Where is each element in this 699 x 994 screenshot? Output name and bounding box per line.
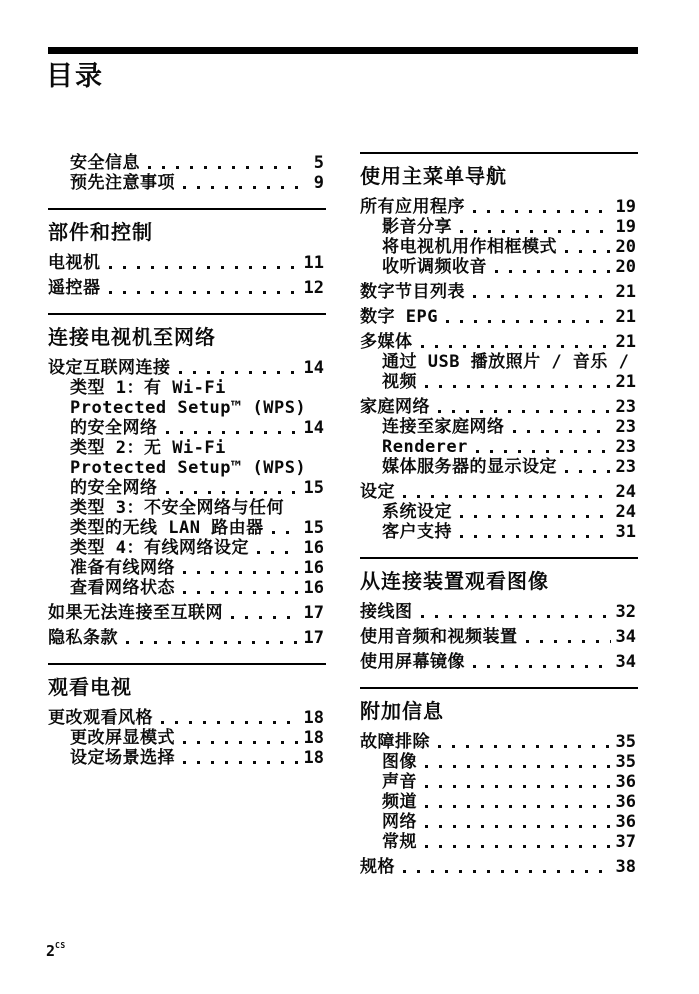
toc-entry-page: 18 <box>303 728 324 748</box>
toc-entry <box>48 558 326 578</box>
toc-entry-label: 遥控器 <box>48 278 101 298</box>
dot-leader <box>565 470 611 473</box>
toc-entry-line <box>360 397 638 417</box>
toc-entry <box>360 522 638 542</box>
toc-entry-line <box>360 627 638 647</box>
toc-entry <box>360 832 638 852</box>
dot-leader <box>403 870 611 873</box>
toc-entry-line <box>48 578 326 598</box>
toc-right-column <box>360 150 638 877</box>
toc-entry-label: 将电视机用作相框模式 <box>382 237 557 257</box>
toc-entry <box>48 578 326 598</box>
toc-entry-line <box>360 522 638 542</box>
dot-leader <box>183 186 299 189</box>
toc-entry <box>360 652 638 672</box>
dot-leader <box>476 450 611 453</box>
dot-leader <box>257 551 299 554</box>
toc-entry <box>360 307 638 327</box>
toc-entry-line <box>48 558 326 578</box>
toc-entry-line <box>360 307 638 327</box>
toc-entry-label: 隐私条款 <box>48 628 118 648</box>
dot-leader <box>438 745 611 748</box>
toc-entry <box>360 197 638 217</box>
toc-entry-label: 数字节目列表 <box>360 282 465 302</box>
dot-leader <box>272 531 299 534</box>
toc-section <box>48 153 326 193</box>
dot-leader <box>438 410 611 413</box>
toc-entry <box>360 332 638 352</box>
toc-entry-label: 如果无法连接至互联网 <box>48 603 223 623</box>
toc-section <box>48 208 326 298</box>
toc-entry <box>360 437 638 457</box>
section-divider <box>48 208 326 210</box>
toc-entry-line <box>360 732 638 752</box>
toc-entry-page: 36 <box>615 812 636 832</box>
toc-entry-label: 图像 <box>382 752 417 772</box>
dot-leader <box>421 345 612 348</box>
toc-entry-page: 31 <box>615 522 636 542</box>
toc-entry <box>48 538 326 558</box>
dot-leader <box>403 495 611 498</box>
section-divider <box>48 663 326 665</box>
dot-leader <box>446 320 611 323</box>
toc-entry-page: 37 <box>615 832 636 852</box>
toc-entry-page: 23 <box>615 397 636 417</box>
toc-entry-page: 16 <box>303 538 324 558</box>
toc-entry-label: 类型 2：无 Wi-Fi <box>70 438 226 458</box>
dot-leader <box>179 371 300 374</box>
dot-leader <box>183 741 299 744</box>
dot-leader <box>425 765 611 768</box>
toc-entry-label: 常规 <box>382 832 417 852</box>
toc-entry-page: 19 <box>615 217 636 237</box>
dot-leader <box>526 640 612 643</box>
toc-entry-page: 21 <box>615 282 636 302</box>
toc-entry-line <box>48 378 326 398</box>
toc-entry-line <box>48 278 326 298</box>
toc-entry-page: 17 <box>303 628 324 648</box>
toc-section <box>360 152 638 542</box>
dot-leader <box>460 515 611 518</box>
toc-entry-label: 预先注意事项 <box>70 173 175 193</box>
toc-entry <box>360 417 638 437</box>
dot-leader <box>425 805 611 808</box>
toc-entry <box>360 752 638 772</box>
toc-entry-line <box>360 282 638 302</box>
toc-entry-label: 准备有线网络 <box>70 558 175 578</box>
toc-entry-line <box>360 237 638 257</box>
toc-entry-page: 18 <box>303 708 324 728</box>
toc-entry-line <box>360 417 638 437</box>
toc-entry-page: 34 <box>615 627 636 647</box>
toc-entry-label: 的安全网络 <box>70 418 158 438</box>
toc-entry <box>48 278 326 298</box>
toc-entry-line <box>48 173 326 193</box>
section-divider <box>360 557 638 559</box>
toc-columns <box>48 150 638 877</box>
dot-leader <box>183 761 299 764</box>
toc-entry-line <box>360 372 638 392</box>
toc-entry-label: 电视机 <box>48 253 101 273</box>
toc-entry-label: 网络 <box>382 812 417 832</box>
toc-entry-line <box>360 832 638 852</box>
dot-leader <box>425 385 611 388</box>
toc-entry-line <box>360 857 638 877</box>
toc-entry-label: 影音分享 <box>382 217 452 237</box>
toc-entry <box>360 352 638 392</box>
toc-entry-page: 16 <box>303 558 324 578</box>
toc-entry-page: 21 <box>615 372 636 392</box>
toc-entry-label: 声音 <box>382 772 417 792</box>
toc-entry-label: 所有应用程序 <box>360 197 465 217</box>
toc-entry-line <box>48 628 326 648</box>
toc-entry-line <box>360 482 638 502</box>
dot-leader <box>148 166 299 169</box>
toc-entry-label: 通过 USB 播放照片 / 音乐 / <box>382 352 630 372</box>
toc-entry-line <box>360 197 638 217</box>
toc-entry <box>360 282 638 302</box>
toc-entry-page: 19 <box>615 197 636 217</box>
toc-section <box>48 663 326 768</box>
toc-entry-page: 20 <box>615 257 636 277</box>
toc-entry <box>360 602 638 622</box>
toc-entry <box>360 257 638 277</box>
toc-entry-page: 38 <box>615 857 636 877</box>
toc-entry-line <box>360 792 638 812</box>
dot-leader <box>565 250 611 253</box>
toc-entry-page: 36 <box>615 772 636 792</box>
toc-entry-page: 36 <box>615 792 636 812</box>
toc-entry-line <box>48 358 326 378</box>
dot-leader <box>460 230 611 233</box>
section-heading: 使用主菜单导航 <box>360 164 507 188</box>
toc-entry-line <box>360 332 638 352</box>
dot-leader <box>460 535 611 538</box>
section-heading: 观看电视 <box>48 675 132 699</box>
toc-entry-page: 15 <box>303 518 324 538</box>
toc-entry-line <box>48 478 326 498</box>
toc-entry <box>360 217 638 237</box>
toc-entry-line <box>360 772 638 792</box>
dot-leader <box>473 210 611 213</box>
toc-entry-line <box>360 457 638 477</box>
dot-leader <box>109 266 300 269</box>
toc-entry-page: 23 <box>615 437 636 457</box>
toc-entry-line <box>48 438 326 458</box>
toc-entry-line <box>48 153 326 173</box>
toc-entry-label: Protected Setup™ (WPS) <box>70 398 307 418</box>
toc-entry-line <box>48 498 326 518</box>
toc-entry-page: 9 <box>313 173 324 193</box>
section-divider <box>48 313 326 315</box>
toc-entry-line <box>360 752 638 772</box>
dot-leader <box>473 295 611 298</box>
toc-entry <box>48 253 326 273</box>
toc-entry-label: 设定互联网连接 <box>48 358 171 378</box>
toc-entry-label: 类型 3：不安全网络与任何 <box>70 498 284 518</box>
toc-entry-line <box>48 398 326 418</box>
toc-entry <box>360 482 638 502</box>
toc-entry-label: 类型 1：有 Wi-Fi <box>70 378 226 398</box>
toc-entry-line <box>48 518 326 538</box>
toc-entry-line <box>360 352 638 372</box>
toc-entry-label: 安全信息 <box>70 153 140 173</box>
toc-entry-label: 规格 <box>360 857 395 877</box>
dot-leader <box>183 591 299 594</box>
toc-entry-label: 类型 4：有线网络设定 <box>70 538 249 558</box>
toc-entry-page: 17 <box>303 603 324 623</box>
toc-entry-page: 23 <box>615 417 636 437</box>
toc-entry-page: 24 <box>615 482 636 502</box>
toc-entry-page: 34 <box>615 652 636 672</box>
section-heading: 附加信息 <box>360 699 444 723</box>
toc-entry-label: 家庭网络 <box>360 397 430 417</box>
toc-entry-label: 连接至家庭网络 <box>382 417 505 437</box>
toc-entry <box>360 397 638 417</box>
toc-entry <box>360 502 638 522</box>
toc-entry-label: 故障排除 <box>360 732 430 752</box>
toc-entry <box>360 732 638 752</box>
dot-leader <box>166 431 300 434</box>
toc-entry-page: 21 <box>615 332 636 352</box>
toc-entry-line <box>48 253 326 273</box>
footer-page-number: 2 <box>46 942 56 960</box>
dot-leader <box>421 615 612 618</box>
toc-entry-line <box>360 502 638 522</box>
toc-entry-line <box>48 748 326 768</box>
toc-entry-line <box>48 458 326 478</box>
toc-entry-line <box>48 418 326 438</box>
section-heading: 部件和控制 <box>48 220 153 244</box>
toc-entry <box>360 792 638 812</box>
toc-entry-label: 使用音频和视频装置 <box>360 627 518 647</box>
dot-leader <box>425 845 611 848</box>
toc-entry <box>360 812 638 832</box>
toc-entry-line <box>360 652 638 672</box>
toc-entry-page: 5 <box>313 153 324 173</box>
toc-entry-line <box>48 603 326 623</box>
dot-leader <box>425 825 611 828</box>
toc-entry-label: 系统设定 <box>382 502 452 522</box>
toc-entry-label: 更改屏显模式 <box>70 728 175 748</box>
footer-language-code: CS <box>55 941 66 950</box>
toc-entry-label: 接线图 <box>360 602 413 622</box>
toc-entry-page: 24 <box>615 502 636 522</box>
toc-entry <box>48 173 326 193</box>
toc-entry-line <box>48 708 326 728</box>
toc-entry-label: 更改观看风格 <box>48 708 153 728</box>
toc-section <box>360 557 638 672</box>
toc-entry-page: 20 <box>615 237 636 257</box>
toc-entry-label: 客户支持 <box>382 522 452 542</box>
toc-entry <box>48 153 326 173</box>
toc-entry-page: 35 <box>615 752 636 772</box>
section-divider <box>360 687 638 689</box>
dot-leader <box>495 270 611 273</box>
dot-leader <box>183 571 299 574</box>
section-divider <box>360 152 638 154</box>
toc-entry-line <box>48 728 326 748</box>
toc-entry-label: Renderer <box>382 437 468 457</box>
toc-entry-label: 频道 <box>382 792 417 812</box>
toc-entry-line <box>360 812 638 832</box>
toc-entry <box>48 498 326 538</box>
section-heading: 连接电视机至网络 <box>48 325 216 349</box>
dot-leader <box>473 665 611 668</box>
toc-entry <box>48 708 326 728</box>
toc-entry-label: Protected Setup™ (WPS) <box>70 458 307 478</box>
toc-entry-page: 21 <box>615 307 636 327</box>
toc-entry-line <box>360 257 638 277</box>
toc-entry-label: 设定 <box>360 482 395 502</box>
toc-entry-page: 11 <box>303 253 324 273</box>
toc-entry <box>48 378 326 438</box>
toc-entry-label: 使用屏幕镜像 <box>360 652 465 672</box>
section-heading: 从连接装置观看图像 <box>360 569 549 593</box>
toc-entry-page: 14 <box>303 418 324 438</box>
toc-entry-label: 多媒体 <box>360 332 413 352</box>
toc-entry-page: 35 <box>615 732 636 752</box>
page-footer <box>46 937 66 960</box>
toc-entry-line <box>360 602 638 622</box>
toc-entry-page: 18 <box>303 748 324 768</box>
dot-leader <box>161 721 299 724</box>
toc-entry-line <box>48 538 326 558</box>
toc-entry <box>48 728 326 748</box>
dot-leader <box>109 291 300 294</box>
toc-entry-label: 媒体服务器的显示设定 <box>382 457 557 477</box>
toc-entry <box>360 237 638 257</box>
toc-entry-label: 类型的无线 LAN 路由器 <box>70 518 264 538</box>
toc-entry <box>48 438 326 498</box>
toc-entry-page: 16 <box>303 578 324 598</box>
dot-leader <box>513 430 612 433</box>
dot-leader <box>126 641 299 644</box>
toc-entry <box>48 748 326 768</box>
toc-entry-page: 23 <box>615 457 636 477</box>
toc-entry-label: 查看网络状态 <box>70 578 175 598</box>
toc-entry-label: 的安全网络 <box>70 478 158 498</box>
toc-entry-label: 设定场景选择 <box>70 748 175 768</box>
toc-entry <box>48 628 326 648</box>
top-rule-bar <box>48 47 638 54</box>
toc-left-column <box>48 150 326 768</box>
toc-entry-line <box>360 217 638 237</box>
toc-entry-page: 14 <box>303 358 324 378</box>
toc-entry-page: 15 <box>303 478 324 498</box>
dot-leader <box>166 491 300 494</box>
toc-entry <box>48 358 326 378</box>
toc-entry <box>360 457 638 477</box>
toc-entry <box>360 857 638 877</box>
dot-leader <box>231 616 299 619</box>
page-title: 目录 <box>46 61 104 92</box>
toc-section <box>360 687 638 877</box>
toc-entry <box>48 603 326 623</box>
toc-entry-page: 12 <box>303 278 324 298</box>
toc-entry <box>360 627 638 647</box>
toc-entry <box>360 772 638 792</box>
toc-entry-page: 32 <box>615 602 636 622</box>
toc-entry-line <box>360 437 638 457</box>
toc-entry-label: 收听调频收音 <box>382 257 487 277</box>
toc-entry-label: 数字 EPG <box>360 307 438 327</box>
toc-section <box>48 313 326 648</box>
dot-leader <box>425 785 611 788</box>
toc-entry-label: 视频 <box>382 372 417 392</box>
